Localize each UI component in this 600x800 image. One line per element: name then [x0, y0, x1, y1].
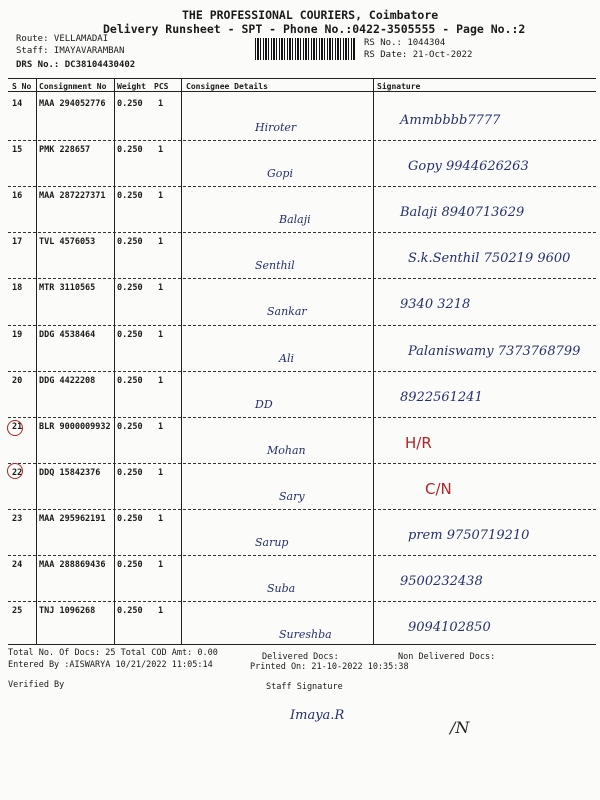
- bottom-handwritten-mark: /N: [450, 718, 470, 737]
- row-weight: 0.250: [117, 421, 143, 432]
- verified-by: Verified By: [8, 680, 65, 690]
- row-consignee-name: Ali: [279, 351, 294, 365]
- staff-signature-label: Staff Signature: [266, 682, 343, 692]
- row-weight: 0.250: [117, 283, 143, 294]
- row-sno: 19: [12, 329, 23, 340]
- row-pcs: 1: [158, 421, 164, 432]
- row-sno: 15: [12, 145, 23, 156]
- table-top-border: [8, 78, 596, 79]
- row-pcs: 1: [158, 99, 164, 109]
- row-consignee-name: Sary: [279, 489, 305, 503]
- row-signature: 8922561241: [400, 389, 483, 405]
- row-pcs: 1: [158, 329, 164, 340]
- row-consignment: MAA 295962191: [39, 513, 106, 524]
- row-signature: 9340 3218: [400, 297, 471, 313]
- row-weight: 0.250: [117, 560, 143, 570]
- row-consignment: DDQ 15842376: [39, 467, 101, 478]
- runsheet-subtitle: Delivery Runsheet - SPT - Phone No.:0422-3505555 - Page No.:2: [103, 22, 526, 36]
- col-pcs: PCS: [154, 82, 169, 91]
- col-weight: Weight: [117, 82, 146, 91]
- row-weight: 0.250: [117, 467, 143, 478]
- row-signature: prem 9750719210: [408, 527, 530, 543]
- barcode: [255, 38, 355, 60]
- header-underline: [8, 91, 596, 92]
- row-consignment: MAA 287227371: [39, 191, 106, 202]
- row-pcs: 1: [158, 191, 164, 202]
- row-weight: 0.250: [117, 191, 143, 202]
- table-bottom-border: [8, 644, 596, 645]
- row-sno: 20: [12, 375, 23, 386]
- row-consignee-name: Gopi: [267, 167, 293, 181]
- row-signature: S.k.Senthil 750219 9600: [408, 251, 571, 267]
- row-separator: [8, 463, 596, 464]
- route: Route: VELLAMADAI: [16, 34, 109, 44]
- row-consignment: MAA 288869436: [39, 560, 106, 570]
- total-docs: Total No. Of Docs: 25 Total COD Amt: 0.00: [8, 648, 218, 658]
- company-title: THE PROFESSIONAL COURIERS, Coimbatore: [182, 8, 439, 22]
- row-consignment: DDG 4422208: [39, 375, 96, 386]
- col-divider: [181, 78, 182, 644]
- row-sno: 22: [12, 467, 23, 478]
- red-circle-mark: [7, 420, 23, 436]
- row-sno: 23: [12, 513, 23, 524]
- row-separator: [8, 555, 596, 556]
- row-consignment: TNJ 1096268: [39, 606, 96, 617]
- col-divider: [36, 78, 37, 644]
- row-signature: Ammbbbb7777: [400, 113, 501, 128]
- row-weight: 0.250: [117, 237, 143, 248]
- col-divider: [114, 78, 115, 644]
- delivered-docs: Delivered Docs:: [262, 652, 339, 662]
- row-pcs: 1: [158, 560, 164, 570]
- row-separator: [8, 417, 596, 418]
- row-pcs: 1: [158, 237, 164, 248]
- row-consignee-name: Balaji: [279, 213, 311, 227]
- rs-number: RS No.: 1044304: [364, 38, 446, 48]
- row-pcs: 1: [158, 467, 164, 478]
- row-pcs: 1: [158, 145, 164, 156]
- row-weight: 0.250: [117, 606, 143, 617]
- row-signature: H/R: [405, 433, 432, 452]
- printed-on: Printed On: 21-10-2022 10:35:38: [250, 662, 409, 672]
- col-divider: [373, 78, 374, 644]
- col-consignment: Consignment No: [39, 82, 107, 91]
- row-consignment: MTR 3110565: [39, 283, 96, 294]
- row-consignment: TVL 4576053: [39, 237, 96, 248]
- row-signature: Gopy 9944626263: [408, 159, 529, 175]
- row-consignee-name: Suba: [267, 582, 296, 595]
- row-sno: 14: [12, 99, 23, 109]
- row-weight: 0.250: [117, 329, 143, 340]
- row-consignment: BLR 9000009932: [39, 421, 111, 432]
- row-sno: 18: [12, 283, 23, 294]
- row-pcs: 1: [158, 606, 164, 617]
- row-separator: [8, 601, 596, 602]
- row-consignee-name: Sankar: [267, 305, 307, 319]
- row-consignment: DDG 4538464: [39, 329, 96, 340]
- row-separator: [8, 509, 596, 510]
- col-sno: S No: [12, 82, 32, 91]
- row-signature: Palaniswamy 7373768799: [408, 343, 581, 359]
- row-weight: 0.250: [117, 375, 143, 386]
- row-signature: 9500232438: [400, 574, 483, 589]
- row-weight: 0.250: [117, 513, 143, 524]
- row-sno: 24: [12, 560, 23, 570]
- row-consignee-name: DD: [255, 397, 273, 411]
- row-signature: 9094102850: [408, 620, 491, 636]
- staff: Staff: IMAYAVARAMBAN: [16, 46, 125, 56]
- staff-handwritten-signature: Imaya.R: [290, 708, 345, 723]
- row-weight: 0.250: [117, 99, 143, 109]
- row-consignee-name: Hiroter: [255, 121, 297, 134]
- col-signature: Signature: [377, 82, 421, 91]
- row-separator: [8, 371, 596, 372]
- entered-by: Entered By :AISWARYA 10/21/2022 11:05:14: [8, 660, 213, 670]
- row-pcs: 1: [158, 375, 164, 386]
- row-consignee-name: Sureshba: [279, 628, 332, 642]
- row-consignee-name: Sarup: [255, 535, 289, 549]
- row-pcs: 1: [158, 513, 164, 524]
- row-sno: 25: [12, 606, 23, 617]
- row-sno: 21: [12, 421, 23, 432]
- row-pcs: 1: [158, 283, 164, 294]
- row-separator: [8, 140, 596, 141]
- drs-number: DRS No.: DC38104430402: [16, 60, 136, 70]
- row-sno: 17: [12, 237, 23, 248]
- row-separator: [8, 325, 596, 326]
- row-consignee-name: Senthil: [255, 259, 295, 273]
- col-details: Consignee Details: [186, 82, 268, 91]
- row-sno: 16: [12, 191, 23, 202]
- row-separator: [8, 232, 596, 233]
- row-separator: [8, 186, 596, 187]
- row-weight: 0.250: [117, 145, 143, 156]
- rs-date: RS Date: 21-Oct-2022: [364, 50, 473, 60]
- row-signature: Balaji 8940713629: [400, 205, 525, 221]
- row-signature: C/N: [425, 479, 452, 498]
- red-circle-mark: [7, 463, 23, 479]
- non-delivered-docs: Non Delivered Docs:: [398, 652, 496, 662]
- row-separator: [8, 278, 596, 279]
- row-consignment: PMK 228657: [39, 145, 91, 156]
- row-consignee-name: Mohan: [267, 443, 306, 457]
- row-consignment: MAA 294052776: [39, 99, 106, 109]
